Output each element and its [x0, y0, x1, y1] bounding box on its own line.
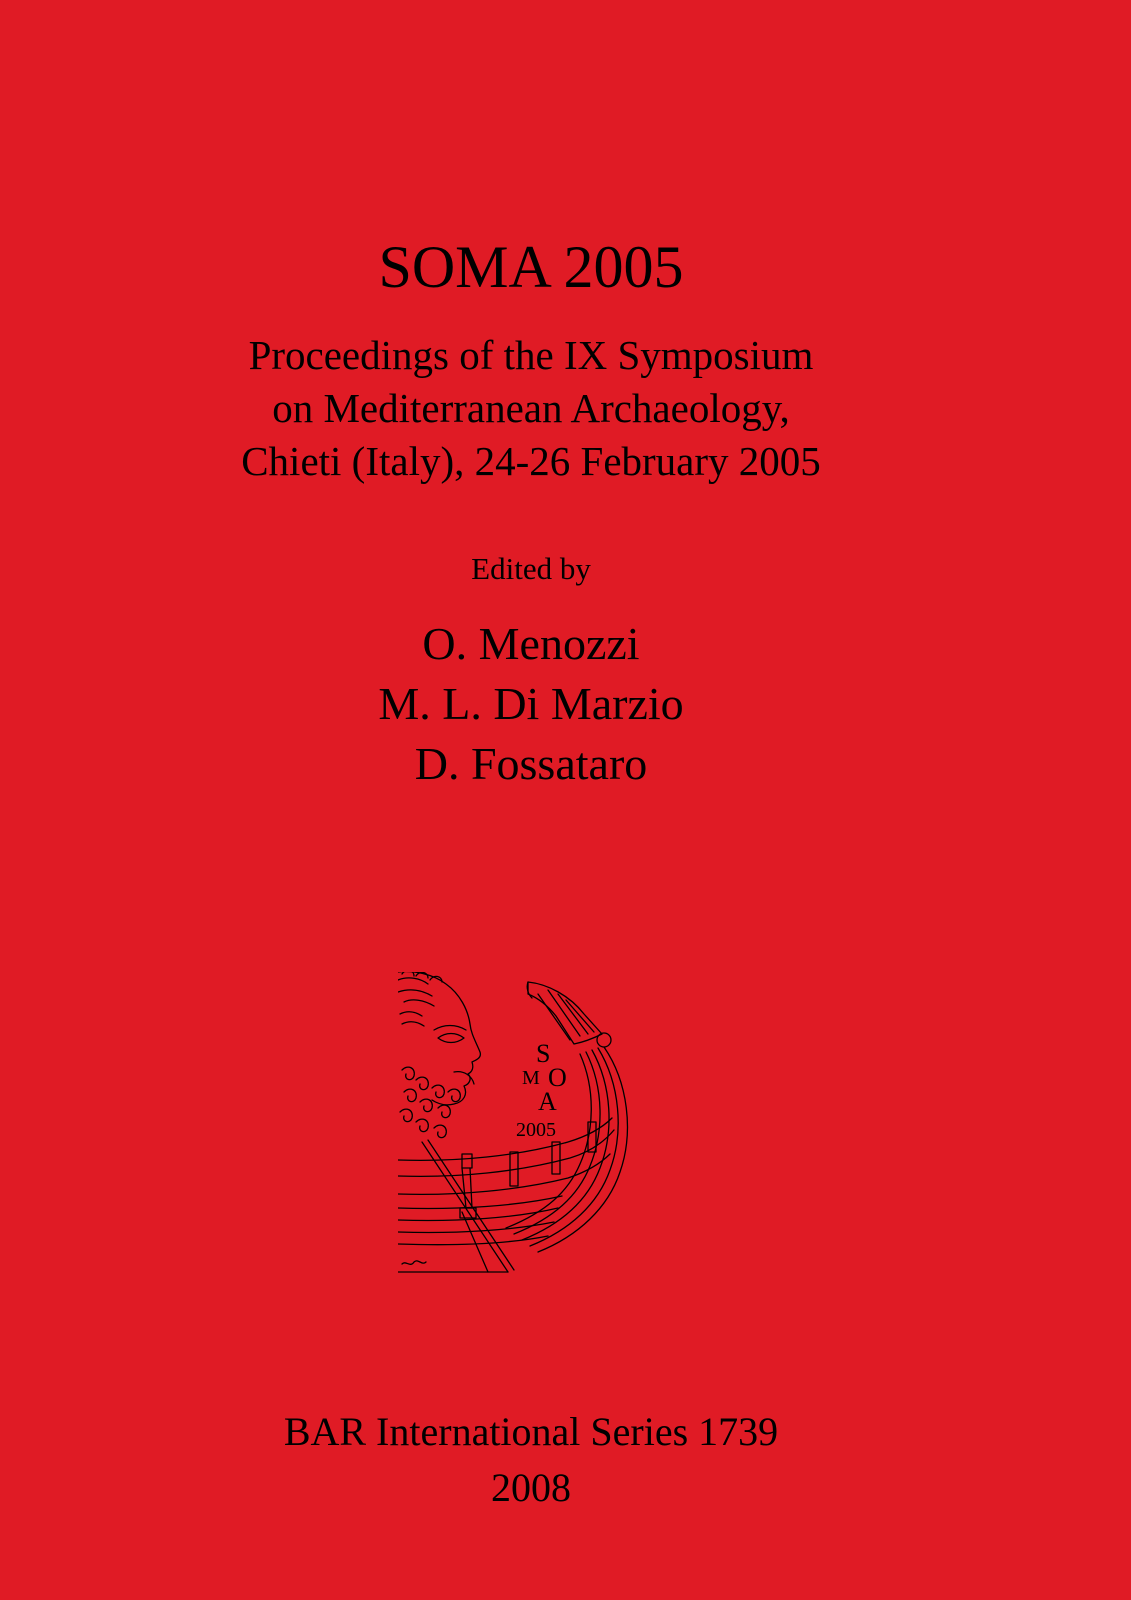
- edited-by-label: Edited by: [471, 551, 591, 586]
- publication-year: 2008: [491, 1465, 571, 1510]
- ship-and-bearded-head-icon: [398, 972, 660, 1302]
- subtitle-line-1: Proceedings of the IX Symposium: [248, 332, 814, 378]
- book-title: SOMA 2005: [378, 234, 684, 300]
- editor-name-1: O. Menozzi: [422, 618, 640, 669]
- emblem-letter-m: M: [522, 1067, 540, 1089]
- emblem-letter-s: S: [536, 1039, 551, 1068]
- editor-name-3: D. Fossataro: [414, 738, 648, 789]
- emblem-letter-a: A: [538, 1087, 557, 1116]
- subtitle-line-2: on Mediterranean Archaeology,: [272, 385, 790, 431]
- series-name: BAR International Series 1739: [283, 1409, 779, 1454]
- emblem-letter-o: O: [548, 1063, 567, 1092]
- editor-name-2: M. L. Di Marzio: [378, 678, 684, 729]
- subtitle-line-3: Chieti (Italy), 24-26 February 2005: [241, 438, 821, 484]
- emblem-year: 2005: [516, 1119, 556, 1141]
